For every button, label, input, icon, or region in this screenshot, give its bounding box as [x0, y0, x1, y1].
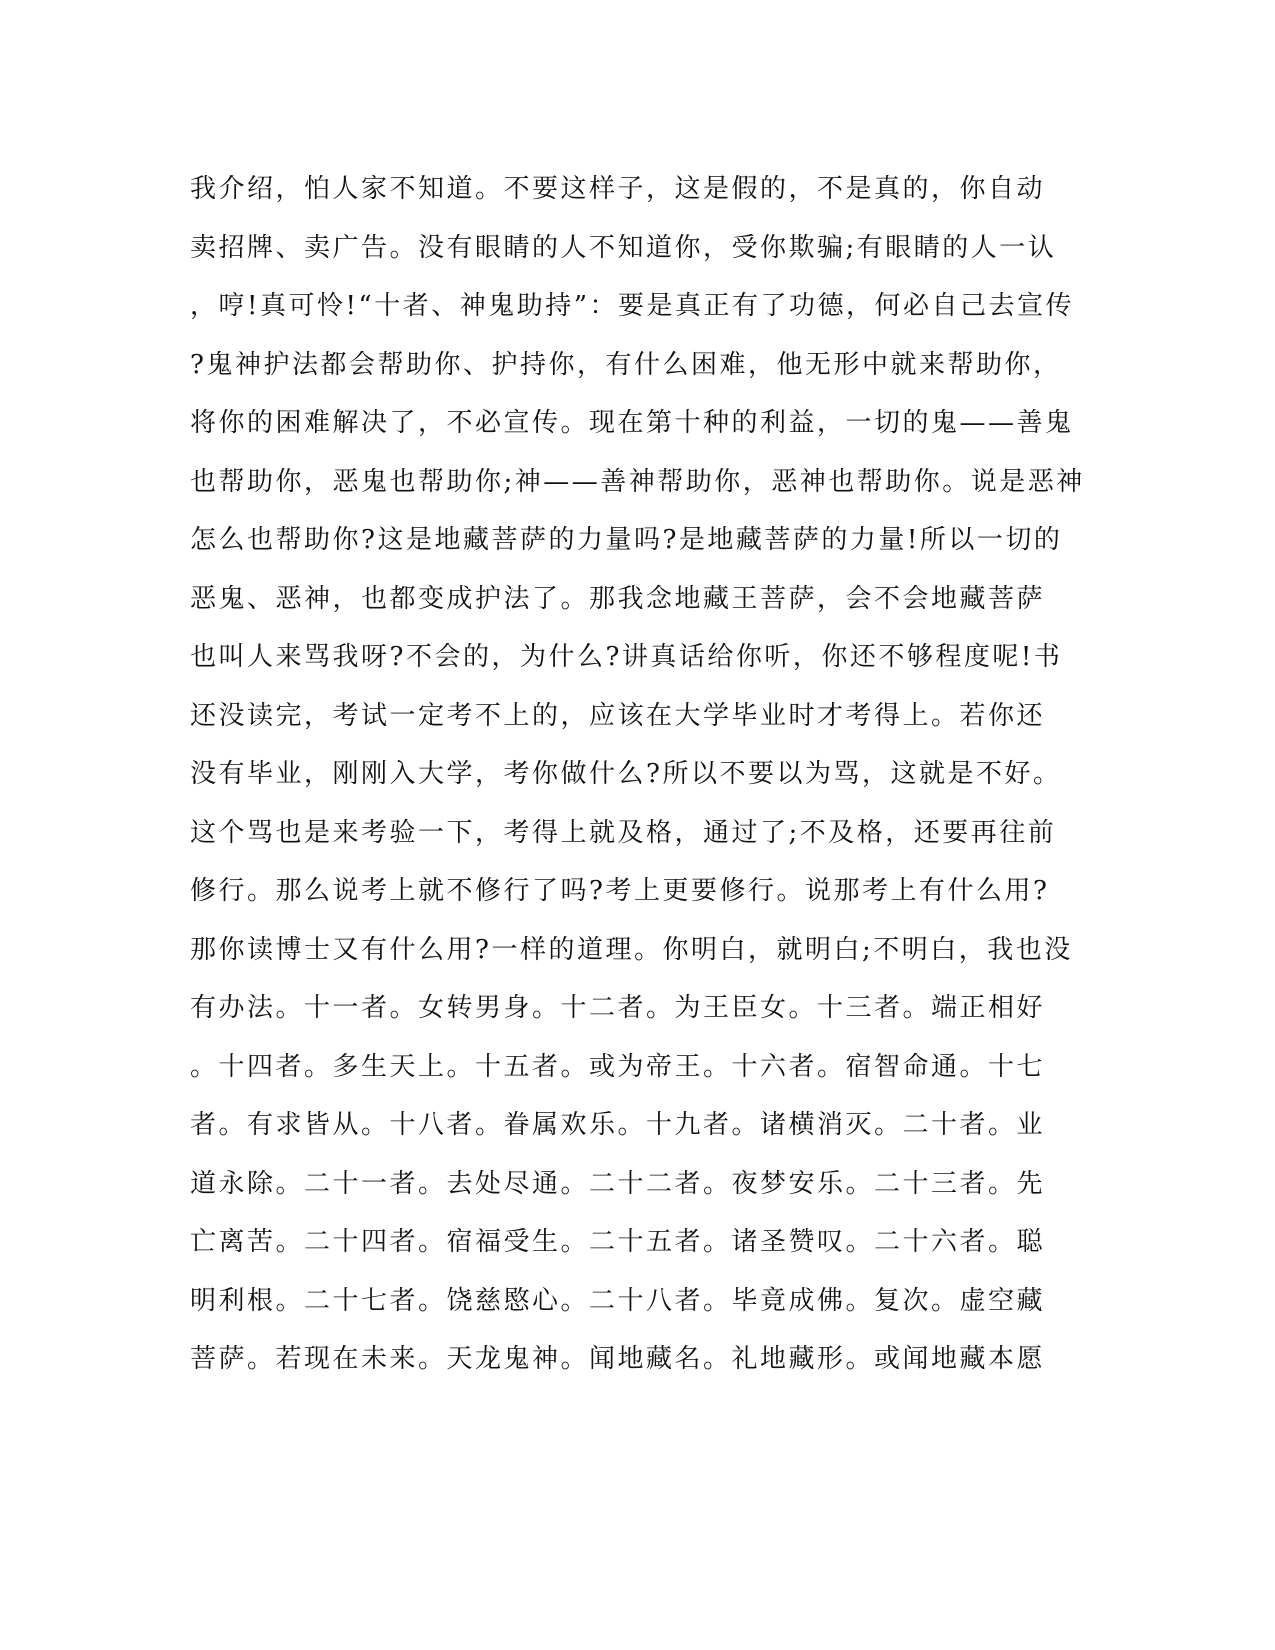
text-line: 那你读博士又有什么用?一样的道理。你明白，就明白;不明白，我也没	[190, 934, 1073, 965]
text-line: 亡离苦。二十四者。宿福受生。二十五者。诸圣赞叹。二十六者。聪	[190, 1227, 1046, 1257]
body-text	[190, 160, 1090, 1389]
text-line: ，哼!真可怜!“十者、神鬼助持”：要是真正有了功德，何必自己去宣传	[190, 291, 1074, 321]
text-line: 还没读完，考试一定考不上的，应该在大学毕业时才考得上。若你还	[190, 700, 1046, 731]
text-line: ?鬼神护法都会帮助你、护持你，有什么困难，他无形中就来帮助你，	[190, 349, 1062, 380]
text-line: 修行。那么说考上就不修行了吗?考上更要修行。说那考上有什么用?	[190, 876, 1050, 906]
text-line: 这个骂也是来考验一下，考得上就及格，通过了;不及格，还要再往前	[190, 817, 1057, 848]
text-line: 恶鬼、恶神，也都变成护法了。那我念地藏王菩萨，会不会地藏菩萨	[190, 583, 1046, 614]
text-line: 怎么也帮助你?这是地藏菩萨的力量吗?是地藏菩萨的力量!所以一切的	[190, 525, 1063, 555]
text-line: 。十四者。多生天上。十五者。或为帝王。十六者。宿智命通。十七	[190, 1051, 1046, 1082]
text-line: 道永除。二十一者。去处尽通。二十二者。夜梦安乐。二十三者。先	[190, 1168, 1046, 1199]
text-line: 卖招牌、卖广告。没有眼睛的人不知道你，受你欺骗;有眼睛的人一认	[190, 232, 1057, 263]
text-line: 有办法。十一者。女转男身。十二者。为王臣女。十三者。端正相好	[190, 993, 1046, 1023]
text-line: 者。有求皆从。十八者。眷属欢乐。十九者。诸横消灭。二十者。业	[190, 1110, 1046, 1140]
text-line: 也帮助你，恶鬼也帮助你;神——善神帮助你，恶神也帮助你。说是恶神	[190, 466, 1085, 497]
text-line: 也叫人来骂我呀?不会的，为什么?讲真话给你听，你还不够程度呢!书	[190, 642, 1063, 672]
text-line: 明利根。二十七者。饶慈愍心。二十八者。毕竟成佛。复次。虚空藏	[190, 1285, 1046, 1316]
text-line: 菩萨。若现在未来。天龙鬼神。闻地藏名。礼地藏形。或闻地藏本愿	[190, 1344, 1046, 1374]
text-line: 我介绍，怕人家不知道。不要这样子，这是假的，不是真的，你自动	[190, 174, 1046, 204]
text-line: 将你的困难解决了，不必宣传。现在第十种的利益，一切的鬼——善鬼	[190, 408, 1074, 438]
text-line: 没有毕业，刚刚入大学，考你做什么?所以不要以为骂，这就是不好。	[190, 759, 1062, 789]
